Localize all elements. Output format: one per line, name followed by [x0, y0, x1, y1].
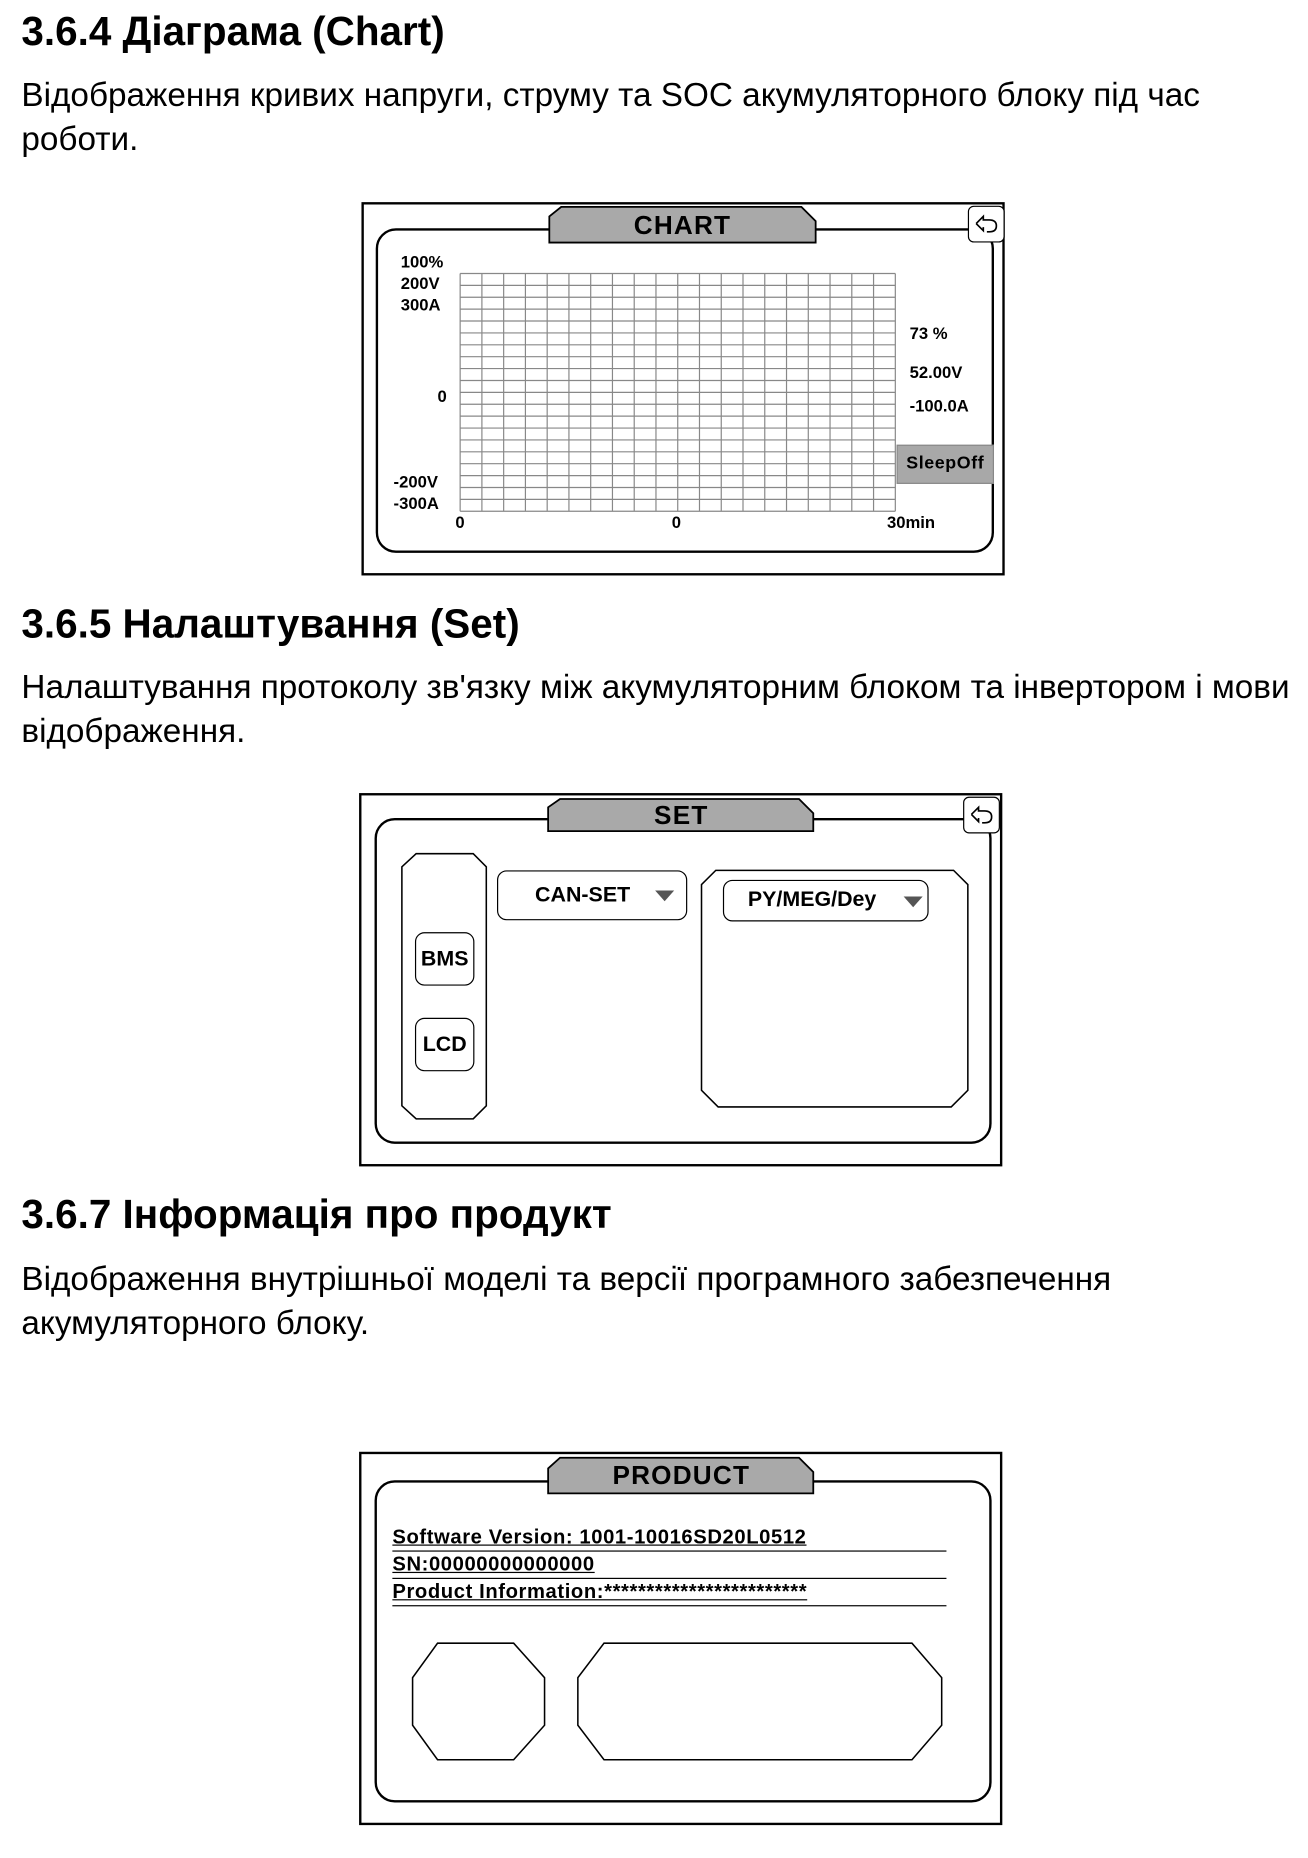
section-text-set: Налаштування протоколу зв'язку між акумуляторним блоком та інвертором і мови відображення. [21, 668, 1290, 750]
product-info: Product Information:************************ [392, 1580, 808, 1603]
software-version: Software Version: 1001-10016SD20L0512 [392, 1525, 807, 1549]
lcd-button[interactable]: LCD [415, 1018, 474, 1072]
product-screen [359, 1452, 1002, 1825]
section-heading-chart: 3.6.4 Діаграма (Chart) [21, 9, 445, 55]
y-label-current-min: -300A [393, 493, 439, 513]
software-version-row [392, 1525, 946, 1551]
product-title: PRODUCT [612, 1460, 751, 1490]
y-label-current-max: 300A [400, 294, 441, 314]
x-label-start: 0 [455, 512, 465, 532]
sleep-off-button[interactable]: SleepOff [897, 445, 994, 484]
y-label-voltage-min: -200V [393, 472, 438, 492]
x-label-mid: 0 [671, 512, 682, 532]
serial-number: SN:00000000000000 [392, 1552, 595, 1576]
y-label-soc-max: 100% [400, 252, 444, 272]
y-label-zero: 0 [437, 386, 447, 406]
soc-value: 73 % [909, 323, 948, 343]
back-arrow-icon [964, 798, 998, 832]
chevron-down-icon [655, 891, 674, 902]
back-button[interactable] [968, 206, 1005, 243]
chart-grid [460, 273, 895, 511]
protocol-dropdown[interactable] [723, 880, 929, 922]
bms-button[interactable]: BMS [415, 932, 474, 986]
section-heading-set: 3.6.5 Налаштування (Set) [21, 601, 520, 647]
current-value: -100.0A [909, 395, 969, 415]
back-button[interactable] [963, 797, 1000, 834]
product-info-row [392, 1580, 946, 1606]
product-screen-frame [361, 1454, 1004, 1827]
chevron-down-icon [904, 897, 923, 908]
section-text-chart: Відображення кривих напруги, струму та SOC акумуляторного блоку під час роботи. [21, 76, 1200, 157]
chart-screen [361, 202, 1004, 575]
x-label-end: 30min [886, 512, 936, 532]
set-screen [359, 793, 1002, 1166]
chart-title: CHART [633, 210, 732, 241]
protocol-value: PY/MEG/Dey [747, 886, 877, 911]
y-label-voltage-max: 200V [400, 273, 440, 293]
serial-number-row [392, 1553, 946, 1579]
can-set-value: CAN-SET [535, 882, 631, 907]
section-heading-product: 3.6.7 Інформація про продукт [21, 1192, 612, 1238]
voltage-value: 52.00V [909, 362, 963, 382]
can-set-dropdown[interactable] [497, 870, 687, 920]
back-arrow-icon [969, 207, 1003, 241]
set-title: SET [654, 800, 709, 830]
section-text-product: Відображення внутрішньої моделі та версії програмного забезпечення акумуляторного блоку. [21, 1260, 1112, 1342]
